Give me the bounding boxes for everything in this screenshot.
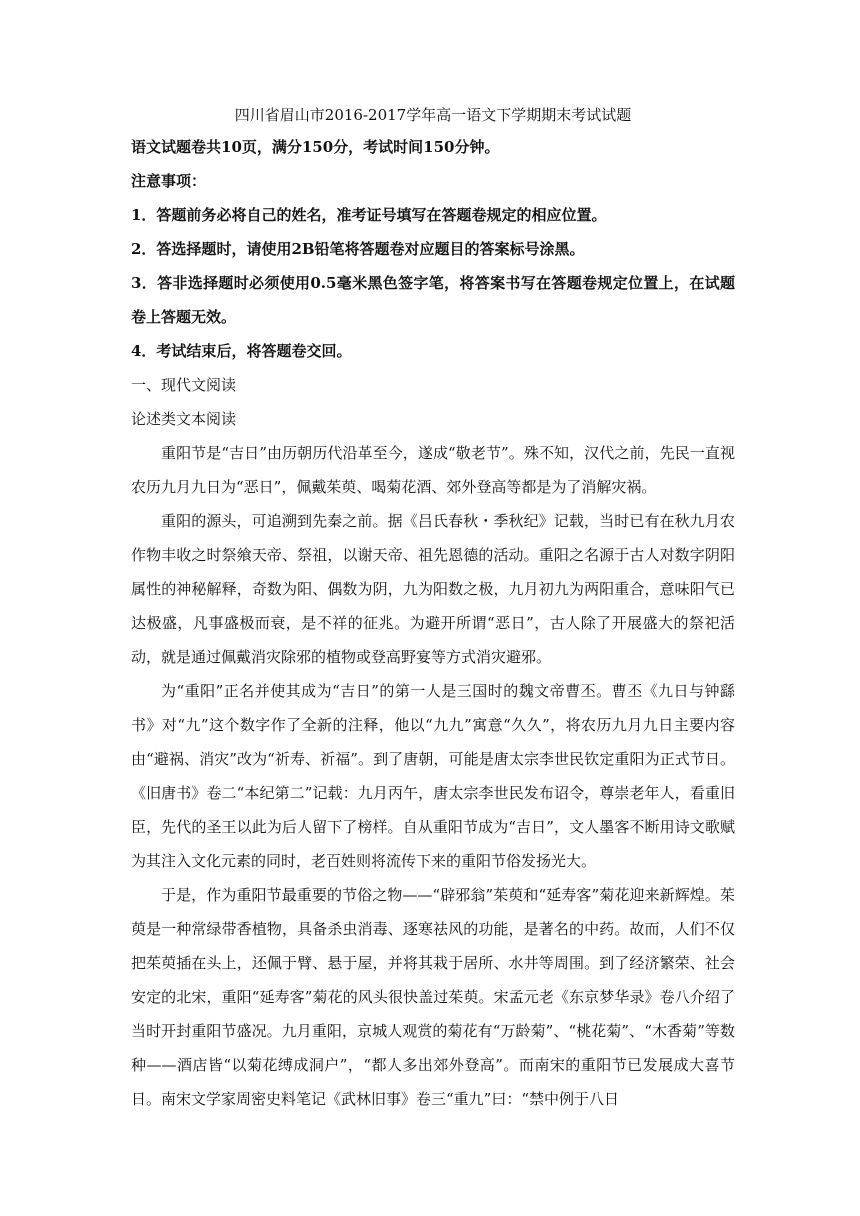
notice-item-2: 2．答选择题时，请使用2B铅笔将答题卷对应题目的答案标号涂黑。 xyxy=(131,240,585,258)
exam-intro: 语文试题卷共10页，满分150分，考试时间150分钟。 xyxy=(131,138,500,156)
subsection-heading: 论述类文本阅读 xyxy=(131,410,237,428)
document-page xyxy=(131,100,735,1116)
notice-item-1: 1．答题前务必将自己的姓名，准考证号填写在答题卷规定的相应位置。 xyxy=(131,206,607,224)
section-heading: 一、现代文阅读 xyxy=(131,376,237,394)
body-paragraph-3: 为“重阳”正名并使其成为“吉日”的第一人是三国时的魏文帝曹丕。曹丕《九日与钟繇书》对“九”这个数字作了全新的注释，他以“九九”寓意“久久”，将农历九月九日主要内容由“避祸、消灾”改为“祈寿、祈福”。到了唐朝，可能是唐太宗李世民钦定重阳为正式节日。《旧唐书》卷二“本纪第二”记载：九月丙午，唐太宗李世民发布诏令，尊崇老年人，看重旧臣，先代的圣王以此为后人留下了榜样。自从重阳节成为“吉日”，文人墨客不断用诗文歌赋为其注入文化元素的同时，老百姓则将流传下来的重阳节俗发扬光大。 xyxy=(131,682,735,870)
notice-item-4: 4．考试结束后，将答题卷交回。 xyxy=(131,342,352,360)
notice-item-3: 3．答非选择题时必须使用0.5毫米黑色签字笔，将答案书写在答题卷规定位置上，在试题卷上答题无效。 xyxy=(131,274,735,326)
body-paragraph-2: 重阳的源头，可追溯到先秦之前。据《吕氏春秋・季秋纪》记载，当时已有在秋九月农作物丰收之时祭飨天帝、祭祖，以谢天帝、祖先恩德的活动。重阳之名源于古人对数字阴阳属性的神秘解释，奇数为阳、偶数为阴，九为阳数之极，九月初九为两阳重合，意味阳气已达极盛，凡事盛极而衰，是不祥的征兆。为避开所谓“恶日”，古人除了开展盛大的祭祀活动，就是通过佩戴消灾除邪的植物或登高野宴等方式消灾避邪。 xyxy=(131,512,735,666)
body-paragraph-1: 重阳节是“吉日”由历朝历代沿革至今，遂成“敬老节”。殊不知，汉代之前，先民一直视农历九月九日为“恶日”，佩戴茱萸、喝菊花酒、郊外登高等都是为了消解灾祸。 xyxy=(131,444,735,496)
body-paragraph-4: 于是，作为重阳节最重要的节俗之物——“辟邪翁”茱萸和“延寿客”菊花迎来新辉煌。茱萸是一种常绿带香植物，具备杀虫消毒、逐寒祛风的功能，是著名的中药。故而，人们不仅把茱萸插在头上，还佩于臂、悬于屋，并将其栽于居所、水井等周围。到了经济繁荣、社会安定的北宋，重阳“延寿客”菊花的风头很快盖过茱萸。宋孟元老《东京梦华录》卷八介绍了当时开封重阳节盛况。九月重阳，京城人观赏的菊花有“万龄菊”、“桃花菊”、“木香菊”等数种——酒店皆“以菊花缚成洞户”，“都人多出郊外登高”。而南宋的重阳节已发展成大喜节日。南宋文学家周密史料笔记《武林旧事》卷三“重九”曰：“禁中例于八日 xyxy=(131,886,735,1108)
document-title: 四川省眉山市2016-2017学年高一语文下学期期末考试试题 xyxy=(234,106,632,124)
notice-heading: 注意事项： xyxy=(131,172,207,190)
